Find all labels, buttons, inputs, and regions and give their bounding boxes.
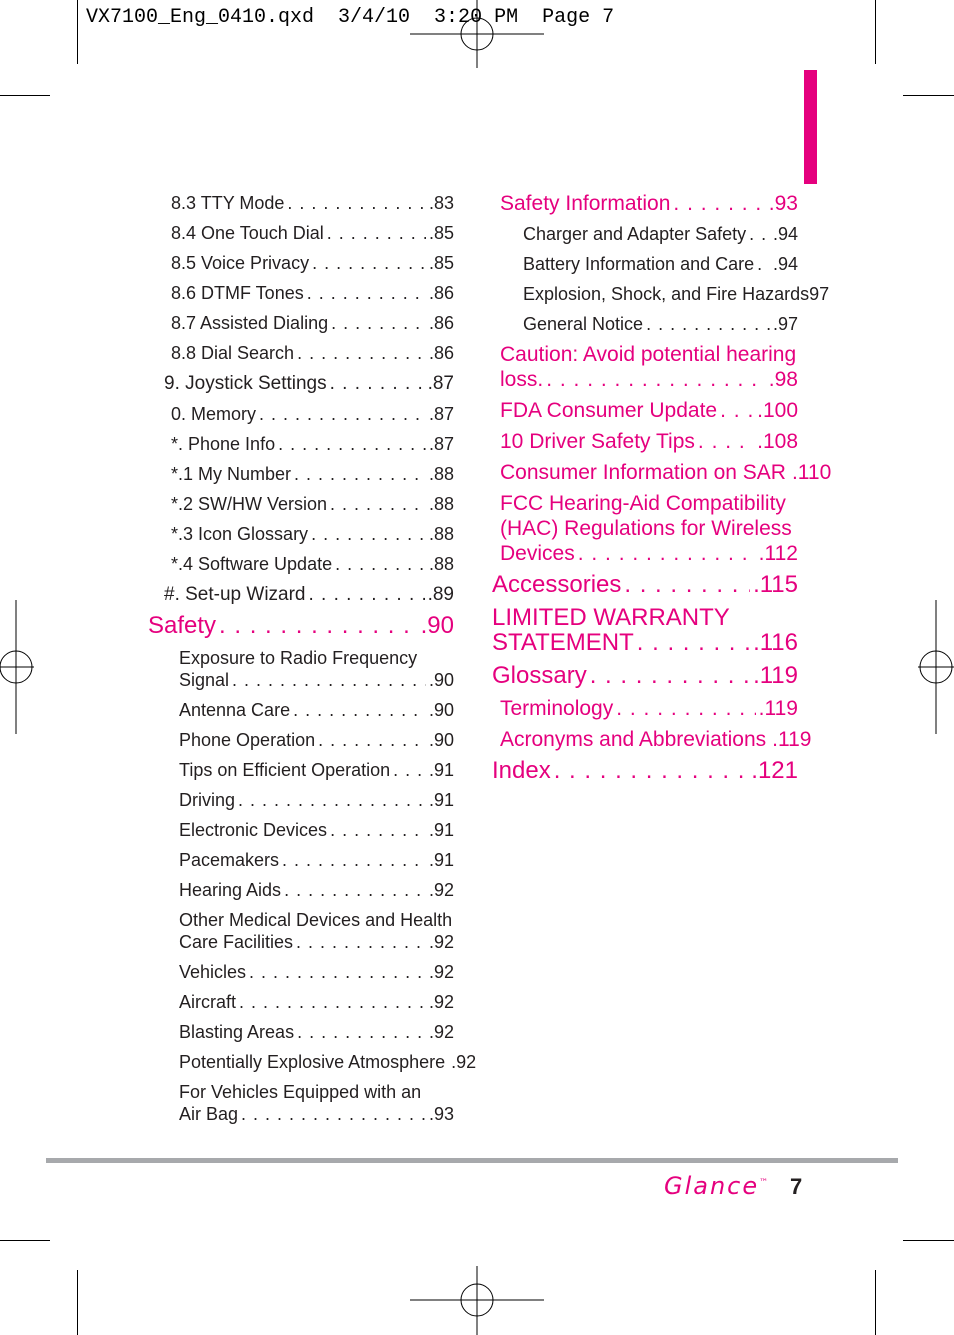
toc-entry-line: LIMITED WARRANTY (492, 604, 730, 631)
page-number: 7 (790, 1174, 803, 1199)
dot-leader (312, 253, 426, 274)
dot-leader (757, 254, 770, 275)
toc-entry[interactable] (179, 760, 454, 781)
toc-entry-page: .110 (791, 461, 832, 484)
dot-leader (293, 700, 426, 721)
toc-entry-title: Blasting Areas (179, 1022, 295, 1042)
toc-entry[interactable] (500, 542, 798, 566)
toc-entry-page: .98 (768, 368, 798, 391)
toc-entry-title: *.1 My Number (171, 464, 292, 484)
dot-leader (296, 932, 426, 953)
dot-leader (238, 790, 426, 811)
registration-mark-icon (410, 0, 544, 68)
toc-entry-page: .87 (428, 404, 454, 424)
toc-entry[interactable] (179, 730, 454, 751)
toc-entry-line: FCC Hearing-Aid Compatibility (500, 492, 786, 515)
toc-entry[interactable] (523, 314, 798, 335)
toc-entry-title: 8.6 DTMF Tones (171, 283, 304, 303)
toc-entry-page: .90 (428, 700, 454, 720)
toc-entry-page: .92 (428, 992, 454, 1012)
dot-leader (297, 1022, 426, 1043)
section-tab (804, 70, 817, 184)
toc-entry-page: .90 (420, 612, 454, 639)
toc-entry-page: .86 (428, 343, 454, 363)
dot-leader (239, 992, 426, 1013)
toc-entry-page: .119 (772, 728, 812, 751)
dot-leader (259, 404, 426, 425)
toc-entry-page: .93 (768, 192, 798, 215)
toc-entry-page: .89 (427, 584, 454, 605)
toc-entry-title: loss. (500, 368, 544, 391)
toc-entry-page: .88 (428, 494, 454, 514)
toc-entry-title: Driving (179, 790, 236, 810)
crop-mark (875, 0, 876, 64)
toc-entry-page: .91 (428, 790, 454, 810)
toc-entry-page: .92 (428, 962, 454, 982)
dot-leader (749, 224, 770, 245)
dot-leader (232, 670, 426, 691)
toc-entry-page: .86 (428, 283, 454, 303)
toc-entry-title: *.4 Software Update (171, 554, 333, 574)
toc-entry-title: Air Bag (179, 1104, 239, 1124)
toc-entry-page: .90 (428, 670, 454, 690)
toc-entry-title: Tips on Efficient Operation (179, 760, 391, 780)
toc-entry-title: Consumer Information on SAR (500, 461, 786, 484)
registration-mark-icon (0, 600, 34, 734)
toc-entry-line: For Vehicles Equipped with an (179, 1082, 422, 1102)
dot-leader (331, 313, 426, 334)
toc-entry-title: Explosion, Shock, and Fire Hazards (523, 284, 810, 304)
toc-section-entry[interactable] (492, 629, 798, 657)
dot-leader (637, 629, 750, 657)
toc-entry[interactable] (164, 584, 454, 606)
dot-leader (278, 434, 426, 455)
toc-entry[interactable] (179, 1052, 477, 1073)
toc-section-entry[interactable] (492, 757, 798, 785)
toc-entry-page: .88 (428, 464, 454, 484)
toc-entry-title: Aircraft (179, 992, 237, 1012)
dot-leader (241, 1104, 426, 1125)
toc-entry-title: Acronyms and Abbreviations (500, 728, 767, 751)
toc-entry-title: Phone Operation (179, 730, 316, 750)
toc-entry-title: Signal (179, 670, 230, 690)
toc-entry-title: General Notice (523, 314, 644, 334)
toc-entry[interactable] (179, 992, 454, 1013)
dot-leader (335, 554, 426, 575)
registration-mark-icon (918, 600, 954, 734)
toc-entry-title: Antenna Care (179, 700, 291, 720)
dot-leader (219, 612, 418, 640)
toc-entry[interactable] (171, 283, 454, 304)
toc-section-entry[interactable] (148, 612, 454, 640)
toc-entry[interactable] (171, 253, 454, 274)
toc-entry-title: Hearing Aids (179, 880, 282, 900)
toc-entry-line: Exposure to Radio Frequency (179, 648, 418, 668)
dot-leader (282, 850, 426, 871)
dot-leader (616, 697, 755, 721)
toc-entry-title: 10 Driver Safety Tips (500, 430, 695, 453)
toc-entry[interactable] (500, 461, 832, 485)
toc-section-entry[interactable] (492, 571, 798, 599)
toc-entry[interactable] (171, 343, 454, 364)
toc-entry[interactable] (164, 373, 454, 395)
toc-entry-page: .88 (428, 524, 454, 544)
toc-entry-page: .112 (758, 542, 798, 565)
toc-entry[interactable] (500, 728, 812, 752)
toc-entry[interactable] (171, 434, 454, 455)
toc-entry[interactable] (523, 224, 798, 245)
dot-leader (578, 542, 756, 566)
dot-leader (307, 283, 426, 304)
crop-mark (0, 95, 50, 96)
toc-entry[interactable] (523, 284, 829, 305)
registration-mark-icon (410, 1266, 544, 1335)
toc-entry-page: .121 (751, 757, 798, 784)
toc-entry[interactable] (171, 524, 454, 545)
toc-entry-page: .92 (451, 1052, 477, 1072)
dot-leader (327, 223, 426, 244)
toc-entry[interactable] (179, 820, 454, 841)
dot-leader (297, 343, 426, 364)
toc-entry-title: #. Set-up Wizard (164, 584, 306, 605)
toc-entry-page: .97 (772, 314, 798, 334)
toc-entry-page: .86 (428, 313, 454, 333)
toc-entry-page: 97 (809, 284, 830, 304)
crop-mark (77, 0, 78, 64)
brand-logo: Glance™ (664, 1172, 771, 1200)
toc-entry[interactable] (171, 404, 454, 425)
toc-entry[interactable] (179, 880, 454, 901)
crop-mark (0, 1240, 50, 1241)
toc-entry-page: .92 (428, 1022, 454, 1042)
toc-entry-page: .116 (753, 629, 798, 656)
toc-entry[interactable] (500, 399, 798, 423)
toc-entry-title: *.3 Icon Glossary (171, 524, 309, 544)
toc-entry-title: Battery Information and Care (523, 254, 755, 274)
toc-entry-page: .115 (753, 571, 798, 598)
dot-leader (249, 962, 426, 983)
toc-entry-page: .91 (428, 820, 454, 840)
toc-entry-page: .85 (428, 223, 454, 243)
toc-entry-title: Index (492, 757, 551, 784)
toc-entry-line: Other Medical Devices and Health (179, 910, 453, 930)
dot-leader (311, 524, 426, 545)
dot-leader (309, 584, 425, 606)
toc-entry-title: Vehicles (179, 962, 247, 982)
toc-entry-title: 9. Joystick Settings (164, 373, 327, 394)
dot-leader (393, 760, 426, 781)
toc-entry[interactable] (179, 790, 454, 811)
crop-mark (903, 95, 954, 96)
toc-entry-page: .119 (753, 662, 798, 689)
toc-entry-title: Terminology (500, 697, 614, 720)
toc-entry-title: 8.3 TTY Mode (171, 193, 285, 213)
footer-rule (46, 1158, 898, 1163)
toc-entry[interactable] (179, 1104, 454, 1125)
toc-entry[interactable] (500, 192, 798, 216)
toc-entry-page: .94 (772, 224, 798, 244)
toc-entry[interactable] (171, 494, 454, 515)
toc-entry-page: .90 (428, 730, 454, 750)
toc-entry-page: .100 (757, 399, 798, 422)
toc-entry-title: 8.7 Assisted Dialing (171, 313, 329, 333)
toc-entry-title: 0. Memory (171, 404, 257, 424)
dot-leader (330, 494, 426, 515)
toc-entry[interactable] (171, 313, 454, 334)
dot-leader (318, 730, 426, 751)
toc-section-entry[interactable] (492, 662, 798, 690)
toc-entry[interactable] (171, 193, 454, 214)
toc-entry-title: Devices (500, 542, 575, 565)
dot-leader (720, 399, 754, 423)
toc-entry-line: Caution: Avoid potential hearing (500, 343, 797, 366)
toc-entry-line: (HAC) Regulations for Wireless (500, 517, 792, 540)
dot-leader (554, 757, 749, 785)
toc-entry-page: .85 (428, 253, 454, 273)
toc-entry-title: Safety Information (500, 192, 671, 215)
toc-entry-title: 8.4 One Touch Dial (171, 223, 324, 243)
toc-entry[interactable] (171, 464, 454, 485)
toc-entry-title: Safety (148, 612, 217, 639)
toc-entry-title: Electronic Devices (179, 820, 328, 840)
toc-entry[interactable] (171, 223, 454, 244)
toc-entry-page: .87 (427, 373, 454, 394)
toc-entry-title: Accessories (492, 571, 622, 598)
toc-entry-page: .87 (428, 434, 454, 454)
toc-entry-title: Potentially Explosive Atmosphere (179, 1052, 446, 1072)
toc-entry-title: Pacemakers (179, 850, 280, 870)
toc-entry-page: .108 (757, 430, 798, 453)
toc-entry[interactable] (523, 254, 798, 275)
toc-entry[interactable] (179, 670, 454, 691)
toc-entry-title: 8.5 Voice Privacy (171, 253, 310, 273)
toc-entry-page: .91 (428, 850, 454, 870)
toc-entry-page: .94 (772, 254, 798, 274)
toc-entry-page: .93 (428, 1104, 454, 1124)
toc-entry[interactable] (500, 430, 798, 454)
toc-entry-title: FDA Consumer Update (500, 399, 718, 422)
dot-leader (284, 880, 426, 901)
toc-entry-title: 8.8 Dial Search (171, 343, 295, 363)
toc-entry-title: *.2 SW/HW Version (171, 494, 328, 514)
toc-entry-title: Glossary (492, 662, 587, 689)
toc-entry-title: STATEMENT (492, 629, 634, 656)
dot-leader (646, 314, 770, 335)
dot-leader (330, 373, 425, 395)
dot-leader (287, 193, 426, 214)
print-slug: VX7100_Eng_0410.qxd 3/4/10 3:20 PM Page 7 (86, 6, 615, 29)
toc-entry-page: .83 (428, 193, 454, 213)
crop-mark (903, 1240, 954, 1241)
toc-entry-title: *. Phone Info (171, 434, 276, 454)
toc-entry-title: Charger and Adapter Safety (523, 224, 747, 244)
toc-entry[interactable] (179, 962, 454, 983)
dot-leader (590, 662, 750, 690)
toc-entry-page: .88 (428, 554, 454, 574)
toc-entry-title: Care Facilities (179, 932, 294, 952)
toc-entry[interactable] (171, 554, 454, 575)
toc-entry-page: .92 (428, 932, 454, 952)
crop-mark (875, 1270, 876, 1335)
toc-entry[interactable] (500, 368, 798, 392)
toc-entry[interactable] (500, 697, 798, 721)
toc-entry-page: .91 (428, 760, 454, 780)
dot-leader (546, 368, 766, 392)
toc-entry[interactable] (179, 932, 454, 953)
toc-entry[interactable] (179, 700, 454, 721)
toc-entry-page: .92 (428, 880, 454, 900)
dot-leader (698, 430, 754, 454)
dot-leader (330, 820, 426, 841)
toc-entry[interactable] (179, 850, 454, 871)
toc-entry-page: .119 (758, 697, 798, 720)
dot-leader (624, 571, 750, 599)
toc-entry[interactable] (179, 1022, 454, 1043)
crop-mark (77, 1270, 78, 1335)
dot-leader (294, 464, 426, 485)
dot-leader (673, 192, 765, 216)
